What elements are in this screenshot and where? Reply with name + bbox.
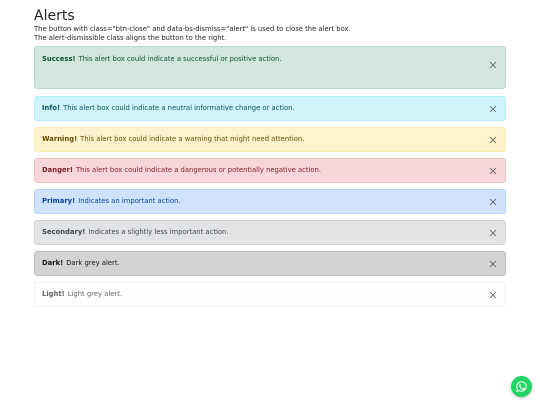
alert-message (42, 55, 282, 64)
close-icon (489, 229, 497, 237)
alert-message (42, 135, 304, 144)
alert-warning (34, 127, 506, 152)
close-icon (489, 260, 497, 268)
close-icon (489, 61, 497, 69)
alert-info (34, 96, 506, 121)
alert-label: Dark! (42, 259, 64, 267)
close-button[interactable] (487, 103, 499, 115)
alert-label: Primary! (42, 197, 76, 205)
close-icon (489, 198, 497, 206)
alert-text: Dark grey alert. (66, 259, 120, 267)
alert-message (42, 166, 321, 175)
alerts-container (34, 8, 506, 307)
alert-label: Info! (42, 104, 61, 112)
alert-message (42, 290, 122, 299)
alert-text: Indicates an important action. (78, 197, 181, 205)
alert-message (42, 197, 181, 206)
alert-label: Danger! (42, 166, 73, 174)
description-line-1: The button with class="btn-close" and data-bs-dismiss="alert" is used to close the alert box. (34, 25, 351, 33)
close-icon (489, 167, 497, 175)
alert-text: This alert box could indicate a successful or positive action. (78, 55, 282, 63)
alert-secondary (34, 220, 506, 245)
close-button[interactable] (487, 59, 499, 71)
alert-message (42, 104, 295, 113)
alert-primary (34, 189, 506, 214)
alert-text: This alert box could indicate a neutral informative change or action. (63, 104, 295, 112)
page-title: Alerts (34, 8, 75, 24)
close-button[interactable] (487, 134, 499, 146)
description-line-2: The alert-dismissible class aligns the button to the right. (34, 34, 227, 42)
alert-light (34, 282, 506, 307)
close-button[interactable] (487, 289, 499, 301)
whatsapp-icon (515, 380, 528, 393)
close-icon (489, 136, 497, 144)
alert-text: Indicates a slightly less important action. (88, 228, 229, 236)
alert-text: Light grey alert. (67, 290, 123, 298)
close-button[interactable] (487, 258, 499, 270)
alert-label: Secondary! (42, 228, 86, 236)
alert-label: Light! (42, 290, 65, 298)
close-icon (489, 105, 497, 113)
alert-danger (34, 158, 506, 183)
alert-message (42, 228, 229, 237)
close-icon (489, 291, 497, 299)
alert-dark (34, 251, 506, 276)
alert-message (42, 259, 120, 268)
close-button[interactable] (487, 196, 499, 208)
whatsapp-button[interactable] (511, 376, 532, 397)
close-button[interactable] (487, 227, 499, 239)
alert-text: This alert box could indicate a dangerous or potentially negative action. (76, 166, 322, 174)
alert-label: Success! (42, 55, 76, 63)
alert-label: Warning! (42, 135, 78, 143)
close-button[interactable] (487, 165, 499, 177)
alert-success (34, 46, 506, 89)
alert-text: This alert box could indicate a warning that might need attention. (80, 135, 305, 143)
